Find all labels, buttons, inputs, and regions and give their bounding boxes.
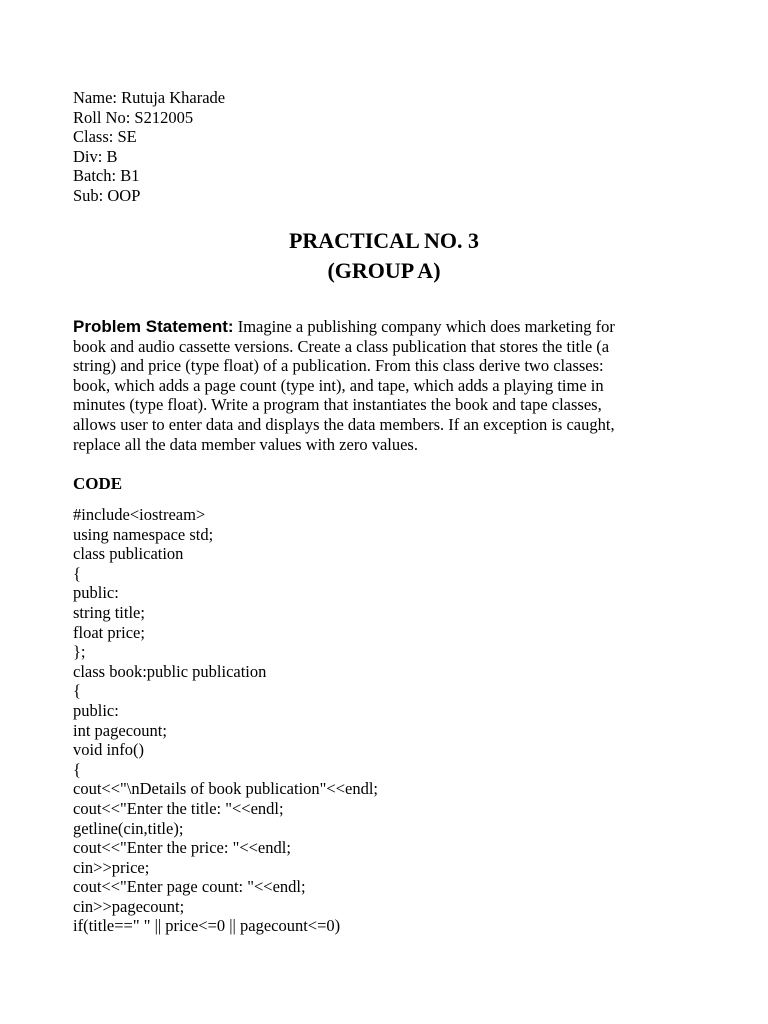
code-line: if(title==" " || price<=0 || pagecount<=0) (73, 916, 341, 936)
practical-number: PRACTICAL NO. 3 (288, 228, 480, 253)
problem-line: book and audio cassette versions. Create a class publication that stores the title (a (73, 336, 610, 356)
code-line: class book:public publication (73, 661, 267, 681)
student-subject: Sub: OOP (73, 185, 141, 205)
code-line: public: (73, 700, 119, 720)
problem-statement (73, 317, 673, 454)
student-name: Name: Rutuja Kharade (73, 88, 226, 107)
code-line: cout<<"\nDetails of book publication"<<endl; (73, 779, 379, 799)
code-line: { (73, 759, 81, 779)
problem-line: allows user to enter data and displays the data members. If an exception is caught, (73, 414, 615, 434)
code-line: void info() (73, 740, 145, 760)
student-batch: Batch: B1 (73, 166, 140, 186)
code-line: }; (73, 642, 86, 662)
code-heading: CODE (73, 474, 123, 493)
code-line: class publication (73, 544, 184, 564)
code-line: cin>>price; (73, 857, 150, 877)
code-line: #include<iostream> (73, 505, 206, 524)
problem-line: replace all the data member values with zero values. (73, 434, 418, 454)
code-block (73, 505, 378, 936)
code-line: cin>>pagecount; (73, 896, 185, 916)
code-line: cout<<"Enter the price: "<<endl; (73, 838, 291, 858)
problem-text: Imagine a publishing company which does marketing for (233, 317, 615, 336)
code-line: int pagecount; (73, 720, 167, 740)
problem-line (73, 317, 673, 337)
practical-group: (GROUP A) (327, 258, 441, 283)
problem-line: string) and price (type float) of a publication. From this class derive two classes: (73, 356, 604, 376)
problem-line: minutes (type float). Write a program that instantiates the book and tape classes, (73, 395, 602, 415)
student-roll-no: Roll No: S212005 (73, 107, 194, 127)
student-class: Class: SE (73, 127, 137, 147)
code-line: getline(cin,title); (73, 818, 184, 838)
code-line: { (73, 563, 81, 583)
problem-statement-label: Problem Statement: (73, 317, 234, 336)
code-line: using namespace std; (73, 524, 214, 544)
student-division: Div: B (73, 146, 118, 166)
student-details (73, 88, 225, 206)
code-line: cout<<"Enter the title: "<<endl; (73, 798, 284, 818)
practical-title (0, 226, 768, 286)
code-line: { (73, 681, 81, 701)
code-line: cout<<"Enter page count: "<<endl; (73, 877, 306, 897)
problem-line: book, which adds a page count (type int), and tape, which adds a playing time in (73, 375, 604, 395)
code-line: public: (73, 583, 119, 603)
code-line: string title; (73, 602, 145, 622)
code-line: float price; (73, 622, 145, 642)
